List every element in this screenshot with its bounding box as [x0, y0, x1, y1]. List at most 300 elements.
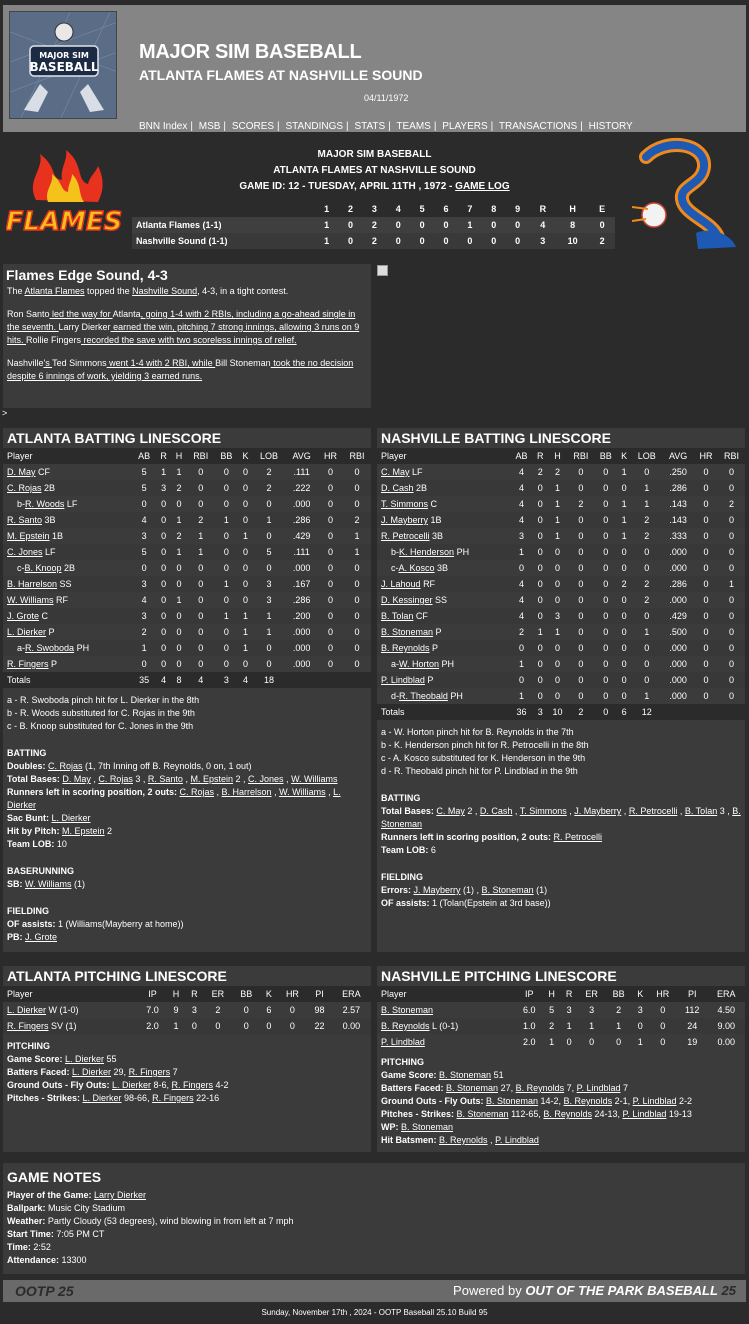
game-league: MAJOR SIM BASEBALL — [317, 149, 432, 160]
player-link[interactable]: J. Grote — [7, 611, 40, 621]
section-title: NASHVILLE BATTING LINESCORE — [381, 430, 611, 446]
note-text: 10 — [56, 839, 67, 849]
story-link[interactable]: went 1-4 with 2 RBI, while — [106, 358, 216, 368]
inning-header: 2 — [347, 204, 353, 214]
stat-cell: 0 — [617, 672, 631, 688]
stat-cell: 2 — [543, 1018, 560, 1034]
player-link[interactable]: R. Petrocelli — [381, 531, 430, 541]
player-link[interactable]: C. Rojas — [7, 483, 42, 493]
substitution-note: a - W. Horton pinch hit for B. Reynolds in the 7th — [381, 727, 574, 737]
stat-cell: 0 — [533, 480, 548, 496]
player-link[interactable]: W. Williams — [279, 787, 326, 797]
stat-cell: 1 — [617, 512, 631, 528]
stat-cell: 0 — [354, 659, 360, 669]
note-line — [381, 1069, 741, 1082]
stat-cell: 0 — [533, 544, 548, 560]
stat-cell: 0 — [253, 640, 285, 656]
footer-bar — [3, 1280, 746, 1302]
player-link[interactable]: W. Williams — [291, 774, 338, 784]
note-heading: BATTING — [381, 793, 421, 803]
note-line — [7, 812, 367, 825]
stat-cell: 0 — [703, 659, 709, 669]
stat-cell: 4 — [518, 467, 524, 477]
player-link[interactable]: B. Stoneman — [446, 1083, 499, 1093]
sub-marker: b- — [391, 547, 400, 557]
column-header: AVG — [285, 448, 318, 464]
stat-cell: 0 — [223, 467, 229, 477]
column-header: K — [617, 448, 631, 464]
player-link[interactable]: P. Lindblad — [381, 1037, 425, 1047]
story-text: Ron Santo — [7, 309, 50, 319]
stat-cell: 5 — [253, 544, 285, 560]
player-link[interactable]: B. Stoneman — [486, 1096, 539, 1106]
stat-cell: 0 — [156, 512, 171, 528]
column-header: ER — [578, 986, 605, 1002]
player-position: P — [48, 627, 55, 637]
team-name[interactable]: Atlanta Flames (1-1) — [136, 220, 222, 230]
player-link[interactable]: J. Grote — [25, 932, 58, 942]
stat-cell: 0 — [631, 640, 662, 656]
story-link[interactable]: took the no decision despite 6 innings of work, yielding 3 earned runs. — [7, 358, 354, 381]
player-link[interactable]: D. Cash — [381, 483, 414, 493]
table-row — [3, 528, 371, 544]
player-link[interactable]: B. Stoneman — [381, 627, 434, 637]
player-link[interactable]: C. Jones — [248, 774, 284, 784]
player-link[interactable]: T. Simmons — [381, 499, 429, 509]
note-text: , — [214, 787, 222, 797]
total-cell: 4 — [187, 672, 215, 688]
stat-cell: 0 — [187, 608, 215, 624]
player-link[interactable]: R. Petrocelli — [553, 832, 603, 842]
note-label: Ground Outs - Fly Outs: — [7, 1080, 112, 1090]
note-heading: BASERUNNING — [7, 866, 75, 876]
player-link[interactable]: R. Fingers — [7, 659, 49, 669]
stat-cell: 0 — [718, 480, 745, 496]
story-link[interactable]: earned the win, pitching 7 strong innings, allowing 3 runs on 9 hits. — [7, 322, 360, 345]
player-link[interactable]: L. Dierker — [82, 1093, 122, 1103]
stat-cell: 0 — [537, 531, 543, 541]
player-position: RF — [423, 579, 436, 589]
nashville-sound-logo[interactable] — [626, 137, 744, 253]
story-link[interactable]: recorded the save with two scoreless innings of relief. — [81, 335, 297, 345]
atlanta-batting-notes — [3, 692, 371, 946]
stat-cell: 0 — [621, 595, 627, 605]
player-link[interactable]: C. Rojas — [98, 774, 133, 784]
column-header: R — [533, 448, 548, 464]
stat-cell: 0 — [718, 640, 745, 656]
story-link[interactable]: led the way for — [49, 309, 113, 319]
stat-cell: 1 — [253, 608, 285, 624]
player-link[interactable]: B. Reynolds — [515, 1083, 565, 1093]
total-cell — [718, 704, 745, 720]
stat-cell: 0 — [603, 499, 609, 509]
stat-cell: 5 — [141, 467, 147, 477]
player-link[interactable]: B. Stoneman — [439, 1070, 492, 1080]
player-position: PH — [76, 643, 90, 653]
substitution-note: a - R. Swoboda pinch hit for L. Dierker in the 8th — [7, 695, 200, 705]
story-text: topped the — [84, 286, 133, 296]
player-link[interactable]: R. Fingers — [152, 1093, 194, 1103]
player-link[interactable]: P. Lindblad — [381, 675, 425, 685]
substitution-note: d - R. Theobald pinch hit for P. Lindblad in the 9th — [381, 766, 578, 776]
stat-cell: 0 — [617, 640, 631, 656]
nashville-batting-box — [377, 428, 745, 952]
note-label: Pitches - Strikes: — [7, 1093, 83, 1103]
stat-cell: .000 — [669, 659, 687, 669]
stat-cell: 2 — [631, 576, 662, 592]
substitution-note: b - K. Henderson pinch hit for R. Petrocelli in the 8th — [381, 740, 589, 750]
note-text: 2 , — [233, 774, 249, 784]
player-link[interactable]: B. Stoneman — [381, 1005, 434, 1015]
stat-cell: 1 — [161, 467, 167, 477]
stat-cell: 0 — [621, 659, 627, 669]
player-link[interactable]: R. Fingers — [128, 1067, 171, 1077]
player-link[interactable]: L. Dierker — [51, 813, 91, 823]
column-header: BB — [594, 448, 617, 464]
nashville-batting-table — [377, 448, 745, 720]
note-line — [381, 844, 741, 857]
stat-cell: 0 — [694, 544, 718, 560]
stat-cell: 0 — [318, 480, 343, 496]
stat-cell: 4 — [510, 512, 533, 528]
table-row — [377, 672, 745, 688]
nav-stats[interactable]: STATS — [354, 121, 386, 132]
player-link[interactable]: K. Henderson — [399, 547, 455, 557]
table-row — [377, 496, 745, 512]
stat-cell: 0 — [161, 499, 167, 509]
player-link[interactable]: W. Williams — [7, 595, 54, 605]
note-label: Game Score: — [381, 1070, 440, 1080]
stat-cell: 1 — [637, 1037, 643, 1047]
stat-cell: .000 — [292, 499, 311, 509]
player-link[interactable]: B. Reynolds — [439, 1135, 488, 1145]
powered-by[interactable]: Powered by OUT OF THE PARK BASEBALL 25 — [453, 1283, 736, 1298]
stat-cell: 0 — [578, 531, 584, 541]
stat-cell: 2 — [617, 576, 631, 592]
note-label: Sac Bunt: — [7, 813, 52, 823]
player-link[interactable]: B. Reynolds — [543, 1109, 592, 1119]
stat-cell: 2 — [728, 499, 734, 509]
nav-standings[interactable]: STANDINGS — [285, 121, 344, 132]
total-cell: 3 — [533, 704, 548, 720]
stat-cell: 3 — [266, 595, 272, 605]
game-linescore — [132, 201, 615, 249]
table-row — [3, 560, 371, 576]
stat-cell: 0 — [660, 1037, 666, 1047]
stat-cell: 0 — [354, 595, 360, 605]
player-link[interactable]: J. Mayberry — [574, 806, 622, 816]
stat-cell: 0 — [603, 563, 609, 573]
stat-cell: 0 — [555, 595, 561, 605]
story-text: The — [7, 286, 25, 296]
column-header: H — [543, 986, 560, 1002]
player-link[interactable]: B. Reynolds — [381, 643, 430, 653]
stat-cell: 0 — [594, 480, 617, 496]
player-link[interactable]: B. Harrelson — [7, 579, 58, 589]
game-log-link[interactable]: GAME LOG — [455, 181, 510, 192]
player-link[interactable]: W. Williams — [25, 879, 72, 889]
stat-cell: 0 — [548, 576, 568, 592]
story-link[interactable]: , going 1-4 with 2 RBIs, including a go-ahead single in the seventh. — [7, 309, 356, 332]
column-header: AVG — [662, 448, 694, 464]
player-link[interactable]: B. Stoneman — [456, 1109, 509, 1119]
note-label: Runners left in scoring position, 2 outs: — [381, 832, 554, 842]
pitcher-decision: SV (1) — [48, 1021, 77, 1031]
player-link[interactable]: P. Lindblad — [495, 1135, 539, 1145]
stat-cell: 0 — [594, 576, 617, 592]
note-label: Errors: — [381, 885, 414, 895]
stat-cell: 0 — [198, 595, 204, 605]
stat-cell: 0 — [694, 640, 718, 656]
stat-cell: 0 — [567, 512, 594, 528]
total-cell — [285, 672, 318, 688]
nav-transactions[interactable]: TRANSACTIONS — [498, 121, 578, 132]
player-link[interactable]: R. Santo — [147, 774, 183, 784]
stat-cell: 0 — [644, 659, 650, 669]
svg-text:BASEBALL: BASEBALL — [29, 60, 99, 74]
section-title: ATLANTA PITCHING LINESCORE — [7, 968, 227, 984]
stat-cell: 0 — [327, 531, 333, 541]
sub-marker: b- — [17, 499, 26, 509]
player-link[interactable]: B. Tolan — [684, 806, 718, 816]
player-link[interactable]: J. Mayberry — [381, 515, 429, 525]
nav-players[interactable]: PLAYERS — [442, 121, 488, 132]
table-row — [377, 688, 745, 704]
totals-row — [3, 672, 371, 688]
nav-teams[interactable]: TEAMS — [396, 121, 431, 132]
player-link[interactable]: B. Tolan — [381, 611, 414, 621]
column-header: K — [238, 448, 253, 464]
stat-cell: 0 — [318, 608, 343, 624]
player-link[interactable]: P. Lindblad — [622, 1109, 667, 1119]
stat-cell: 1 — [560, 1018, 577, 1034]
stat-cell: 0 — [161, 531, 167, 541]
stat-cell: 0 — [728, 467, 734, 477]
stat-cell: 0 — [243, 1005, 249, 1015]
ootp-logo[interactable]: OOTP 25 — [15, 1283, 74, 1299]
column-header: RBI — [718, 448, 745, 464]
stat-cell: .000 — [292, 627, 311, 637]
player-position: 2B — [416, 483, 428, 493]
player-link[interactable]: L. Dierker — [112, 1080, 152, 1090]
nav-msb[interactable]: MSB — [198, 121, 221, 132]
stat-cell: 6 — [266, 1005, 272, 1015]
player-link[interactable]: R. Swoboda — [25, 643, 75, 653]
pitcher-decision: L (0-1) — [429, 1021, 459, 1031]
note-text: 2 , — [464, 806, 480, 816]
column-header: LOB — [253, 448, 285, 464]
footer-build-info: Sunday, November 17th , 2024 - OOTP Baseball 25.10 Build 95 — [261, 1308, 488, 1317]
stat-cell: 1 — [343, 544, 371, 560]
stat-cell: 0 — [171, 608, 186, 624]
stat-cell: 0 — [621, 627, 627, 637]
player-link[interactable]: R. Woods — [25, 499, 65, 509]
table-row — [3, 512, 371, 528]
note-label: Total Bases: — [381, 806, 437, 816]
player-link[interactable]: B. Stoneman — [481, 885, 534, 895]
player-link[interactable]: J. Lahoud — [381, 579, 421, 589]
stat-cell: 3 — [548, 608, 568, 624]
stat-cell: 0 — [243, 659, 249, 669]
table-row — [377, 640, 745, 656]
stat-cell: 1 — [266, 627, 272, 637]
player-link[interactable]: B. Reynolds — [563, 1096, 613, 1106]
table-row — [3, 1018, 371, 1034]
stat-cell: .333 — [669, 531, 687, 541]
note-label: OF assists: — [381, 898, 433, 908]
atlanta-pitching-box — [3, 966, 371, 1152]
team-name[interactable]: Nashville Sound (1-1) — [136, 236, 228, 246]
player-link[interactable]: R. Theobald — [399, 691, 448, 701]
player-link[interactable]: J. Mayberry — [413, 885, 461, 895]
player-position: PH — [441, 659, 455, 669]
note-label: OF assists: — [7, 919, 59, 929]
player-position: LF — [45, 547, 56, 557]
stat-cell: 0 — [594, 544, 617, 560]
stat-cell: 19 — [687, 1037, 698, 1047]
stat-cell: 1 — [215, 576, 239, 592]
stat-cell: 1 — [644, 499, 650, 509]
section-title: ATLANTA BATTING LINESCORE — [7, 430, 222, 446]
player-link[interactable]: D. Cash — [479, 806, 513, 816]
player-link[interactable]: P. Lindblad — [632, 1096, 677, 1106]
column-header: HR — [649, 986, 677, 1002]
stat-cell: .286 — [292, 595, 311, 605]
note-heading: BATTING — [7, 748, 47, 758]
stat-cell: 1 — [518, 659, 524, 669]
note-text: 51 — [491, 1070, 504, 1080]
player-link[interactable]: M. Epstein — [190, 774, 233, 784]
note-line — [7, 760, 367, 773]
column-header: BB — [215, 448, 239, 464]
stat-cell: 0 — [176, 563, 182, 573]
nav-scores[interactable]: SCORES — [231, 121, 275, 132]
stat-cell: 1 — [548, 480, 568, 496]
atlanta-batting-table — [3, 448, 371, 688]
player-link[interactable]: W. Horton — [399, 659, 440, 669]
stat-cell: 3 — [156, 480, 171, 496]
story-link[interactable]: 's — [43, 358, 53, 368]
player-link[interactable]: M. Epstein — [62, 826, 105, 836]
player-link[interactable]: B. Stoneman — [381, 806, 741, 829]
stat-cell: 0 — [548, 640, 568, 656]
player-link[interactable]: C. Jones — [7, 547, 43, 557]
nav-bnn-index[interactable]: BNN Index — [139, 121, 188, 132]
player-link[interactable]: R. Fingers — [7, 1021, 49, 1031]
player-link[interactable]: A. Kosco — [398, 563, 435, 573]
player-link[interactable]: M. Epstein — [7, 531, 50, 541]
player-link[interactable]: R. Santo — [7, 515, 43, 525]
note-line — [7, 1079, 367, 1092]
broken-image-icon — [377, 265, 388, 276]
nav-history[interactable]: HISTORY — [588, 121, 633, 132]
stat-cell: 0 — [238, 480, 253, 496]
table-row — [3, 544, 371, 560]
player-link[interactable]: L. Dierker — [7, 627, 47, 637]
stat-cell: 0 — [260, 1018, 277, 1034]
stat-cell: 0 — [185, 1018, 203, 1034]
game-date: 04/11/1972 — [364, 93, 409, 103]
player-link[interactable]: C. Rojas — [179, 787, 215, 797]
player-link[interactable]: Larry Dierker — [94, 1190, 147, 1200]
player-link[interactable]: C. May — [436, 806, 465, 816]
stat-cell: 1 — [238, 640, 253, 656]
column-header: AB — [132, 448, 156, 464]
player-link[interactable]: R. Petrocelli — [628, 806, 678, 816]
stat-cell: 0 — [621, 691, 627, 701]
note-label: Runners left in scoring position, 2 outs: — [7, 787, 180, 797]
player-link[interactable]: D. May — [62, 774, 91, 784]
stat-cell: 2.57 — [342, 1005, 361, 1015]
player-link[interactable]: B. Reynolds — [381, 1021, 430, 1031]
story-text: Ted Simmons — [52, 358, 107, 368]
player-link[interactable]: L. Dierker — [7, 787, 341, 810]
note-label: Hit Batsmen: — [381, 1135, 440, 1145]
player-link[interactable]: L. Dierker — [7, 1005, 47, 1015]
player-link[interactable]: D. Kessinger — [381, 595, 433, 605]
player-link[interactable]: L. Dierker — [72, 1067, 112, 1077]
note-text: 3 , — [717, 806, 733, 816]
player-link[interactable]: T. Simmons — [519, 806, 567, 816]
player-link[interactable]: D. May — [7, 467, 36, 477]
stat-cell: 1 — [243, 531, 249, 541]
story-link[interactable]: Atlanta Flames — [24, 286, 85, 296]
note-line — [7, 1228, 741, 1241]
stat-cell: 1 — [510, 544, 533, 560]
player-link[interactable]: B. Stoneman — [401, 1122, 454, 1132]
player-link[interactable]: B. Knoop — [24, 563, 62, 573]
stat-cell: 4 — [510, 576, 533, 592]
inning-header: 1 — [324, 204, 330, 214]
stat-cell: 2 — [176, 531, 182, 541]
table-row — [377, 544, 745, 560]
table-row — [377, 528, 745, 544]
player-link[interactable]: P. Lindblad — [576, 1083, 621, 1093]
table-row — [377, 624, 745, 640]
player-link[interactable]: R. Fingers — [171, 1080, 214, 1090]
sub-marker: c- — [391, 563, 399, 573]
atlanta-flames-logo[interactable] — [6, 150, 122, 242]
stat-cell: 0 — [533, 608, 548, 624]
stat-cell: 1 — [171, 512, 186, 528]
stat-cell: 0 — [589, 1037, 595, 1047]
stat-cell: 9.00 — [707, 1018, 745, 1034]
note-text: Music City Stadium — [48, 1203, 126, 1213]
note-text: 7 — [620, 1083, 629, 1093]
total-cell: 4 — [238, 672, 253, 688]
note-label: Game Score: — [7, 1054, 66, 1064]
total-cell: 6 — [617, 704, 631, 720]
major-sim-baseball-logo[interactable] — [9, 11, 117, 119]
story-text: Larry Dierker — [58, 322, 111, 332]
player-link[interactable]: L. Dierker — [65, 1054, 105, 1064]
note-text: 24-13, — [591, 1109, 623, 1119]
note-label: Time: — [7, 1242, 34, 1252]
page-title: MAJOR SIM BASEBALL — [139, 41, 362, 63]
stat-cell: .222 — [285, 480, 318, 496]
stat-cell: 0 — [156, 544, 171, 560]
player-position: 3B — [432, 531, 444, 541]
story-link[interactable]: Nashville Sound — [132, 286, 198, 296]
stat-cell: 0 — [703, 467, 709, 477]
player-link[interactable]: B. Harrelson — [221, 787, 272, 797]
stat-cell: .167 — [285, 576, 318, 592]
player-link[interactable]: C. Rojas — [48, 761, 83, 771]
total-cell: 12 — [631, 704, 662, 720]
player-link[interactable]: C. May — [381, 467, 410, 477]
stat-cell: 0 — [156, 576, 171, 592]
expand-caret[interactable]: > — [2, 408, 8, 418]
